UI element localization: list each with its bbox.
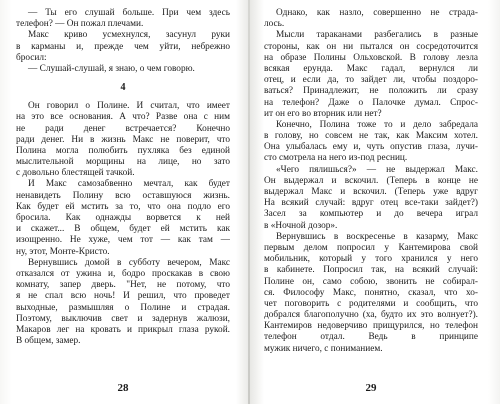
text-line: ваться? Принадлежит, не положить ли сразу <box>264 86 478 97</box>
text-line: Полине он, само собою, звонить не собирал- <box>264 276 478 287</box>
text-line: Конечно, Полина тоже то и дело забредала <box>276 119 478 130</box>
text-line: изощренно. Не хуже, чем тот — как там — <box>16 235 230 246</box>
text-line: в кабинете. Попросил так, на всякий случай: <box>264 265 478 276</box>
text-line: с довольно блестящей тачкой. <box>16 168 135 179</box>
text-line: Она улыбалась ему и, чуть опустив глаза, лучи- <box>264 142 478 153</box>
text-line: не ради денег встречается? Конечно <box>16 123 230 134</box>
text-line: выходные, размышляя о Полине и страдая. <box>16 302 230 313</box>
text-line: стороны, как он ни пытался он сосредоточится <box>264 41 478 52</box>
text-line: ненавидеть Полину всю оставшуюся жизнь. <box>16 190 230 201</box>
text-line: бросил: <box>16 52 47 63</box>
text-line: мыслительной морщины на лице, но зато <box>16 157 230 168</box>
text-line: телефон отдал. Ведь в принципе <box>264 332 478 343</box>
text-line: ради денег. Ни в жизнь Макс не поверит, что <box>16 134 230 145</box>
text-line: ну, этот, Монте-Кристо. <box>16 246 110 257</box>
text-line: бросила. Как однажды ворвется к ней <box>16 213 230 223</box>
left-paragraph-block-1 <box>16 8 230 75</box>
text-line: ит он его во вторник или нет? <box>264 108 382 119</box>
text-line: отец, и если да, то зайдет ли, чтобы поздоро- <box>264 75 478 86</box>
chapter-number: 4 <box>120 82 126 94</box>
text-line: «Чего пялишься?» — не выдержал Макс. <box>276 164 478 175</box>
text-line: выдержал Макс и вскочил. (Теперь уже вдруг <box>264 187 478 197</box>
text-line: телефон? — Он пожал плечами. <box>16 19 144 30</box>
text-line: мобильник, который у того хранился у него <box>264 254 478 265</box>
text-line: лось. <box>264 19 285 30</box>
text-line: Мысли тараканами разбегались в разные <box>276 30 478 41</box>
text-line: Вернувшись в воскресенье в казарму, Макс <box>276 231 478 242</box>
text-line: в карманы и, прежде чем уйти, небрежно <box>16 41 230 52</box>
text-line: всякая ерунда. Макс гадал, вернулся ли <box>264 63 478 74</box>
text-line: Макс криво усмехнулся, засунул руки <box>28 30 230 41</box>
text-line: Поэтому, выключив свет и задернув жалюзи, <box>16 313 230 324</box>
text-line: добрался благополучно (ха, будто их это волнует?). <box>264 310 478 321</box>
text-line: Макаров лег на кровать и прикрыл глаза рукой. <box>16 324 230 335</box>
text-line: — Ты его слушай больше. При чем здесь <box>28 8 230 18</box>
text-line: на это все основания. А что? Разве она с ним <box>16 112 230 123</box>
text-line: сто смотрела на него из-под ресниц. <box>264 153 408 164</box>
text-line: мужик ничего, с пониманием. <box>264 343 383 354</box>
text-line: первым делом попросил у Кантемирова свой <box>264 242 478 253</box>
left-page <box>16 8 230 394</box>
text-line: Вернувшись домой в субботу вечером, Макс <box>28 257 230 268</box>
text-line: ся. Философу Макс, понятно, сказал, что хо- <box>264 287 478 298</box>
text-line: Засел за компьютер и до вечера играл <box>264 209 478 220</box>
text-line: Он говорил о Полине. И считал, что имеет <box>28 101 230 112</box>
text-line: Он выдержал и вскочил. (Теперь в конце не <box>264 175 478 186</box>
left-paragraph-block-2 <box>16 101 230 347</box>
text-line: — Слушай-слушай, я знаю, о чем говорю. <box>28 63 195 74</box>
text-line: я не спал всю ночь! И решил, что проведет <box>16 291 230 302</box>
text-line: Кантемиров недоверчиво прищурился, но телефон <box>264 321 478 332</box>
text-line: чет поговорить с родителями и сообщить, что <box>264 298 478 309</box>
text-line: комнату, запер дверь. "Нет, не потому, что <box>16 280 230 291</box>
text-line: И Макс самозабвенно мечтал, как будет <box>28 179 230 190</box>
page-number-right: 29 <box>365 382 377 394</box>
text-line: Полина могла полюбить пухляка без единой <box>16 145 230 156</box>
text-line: отказался от ужина и, бодро проскакав в свою <box>16 268 230 279</box>
book-gutter <box>248 0 250 404</box>
right-paragraph-block <box>264 8 478 355</box>
text-line: на телефон? Даже о Палочке думал. Спрос- <box>264 97 478 108</box>
text-line: и скажет... В общем, будет ей мстить как <box>16 224 230 235</box>
right-page <box>264 8 478 394</box>
text-line: На всякий случай: вдруг отец все-таки зайдет?) <box>264 198 478 209</box>
text-line: Однако, как назло, совершенно не страда- <box>276 8 478 18</box>
text-line: Как будет ей мстить за то, что она подло его <box>16 201 230 212</box>
text-line: В общем, замер. <box>16 336 81 347</box>
text-line: в голову, но совсем не так, как Максим хотел. <box>264 131 478 142</box>
text-line: в «Ночной дозор». <box>264 220 338 231</box>
page-number-left: 28 <box>117 382 129 394</box>
text-line: на образе Полины Ольховской. В голову лезла <box>264 52 478 63</box>
